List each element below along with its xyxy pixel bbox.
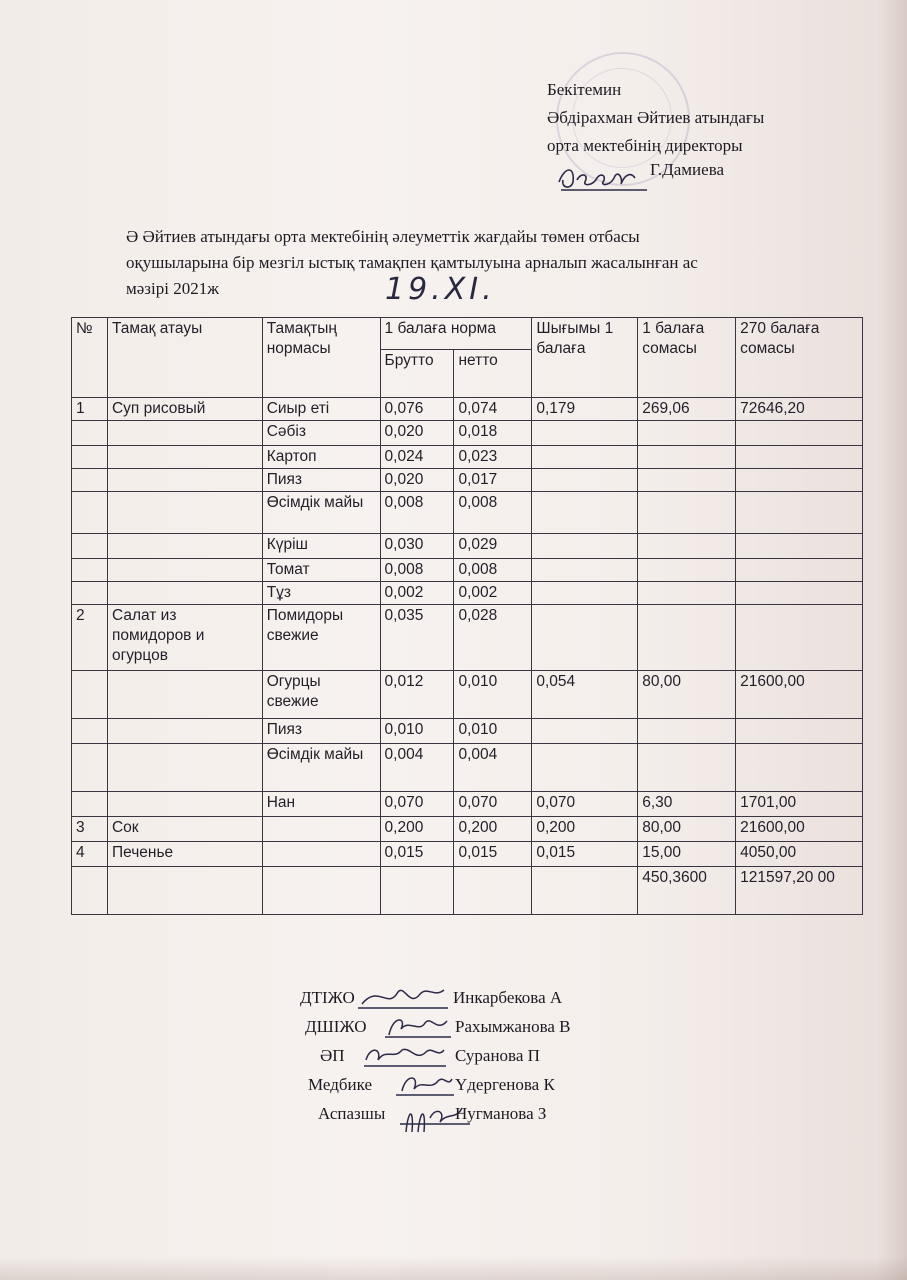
header-dish: Тамақ атауы [107,318,262,398]
cell-netto: 0,017 [454,469,532,492]
cell-sum-one: 15,00 [638,842,736,867]
cell-num: 2 [72,605,108,671]
signature-name: Суранова П [455,1046,540,1065]
cell-sum-270: 1701,00 [736,792,863,817]
cell-norm: Сәбіз [262,421,380,446]
cell-brutto: 0,076 [380,398,454,421]
table-row [72,605,863,671]
handwritten-date: 19.XI. [385,272,496,307]
table-row [72,534,863,559]
cell-sum-270 [736,421,863,446]
cell-sum-one [638,605,736,671]
header-brutto: Брутто [380,350,454,398]
cell-netto: 0,028 [454,605,532,671]
cell-usage: 0,015 [532,842,638,867]
cell-dish [107,534,262,559]
page-edge-shadow [877,0,907,1280]
cell-brutto: 0,008 [380,559,454,582]
cell-usage: 0,200 [532,817,638,842]
cell-netto [454,867,532,915]
cell-usage [532,744,638,792]
cell-brutto: 0,008 [380,492,454,534]
cell-netto: 0,018 [454,421,532,446]
cell-netto: 0,004 [454,744,532,792]
cell-sum-270 [736,744,863,792]
cell-sum-one [638,446,736,469]
cell-brutto: 0,200 [380,817,454,842]
cell-netto: 0,008 [454,492,532,534]
cell-num [72,534,108,559]
signature-name: Рахымжанова В [455,1017,571,1036]
cell-sum-270 [736,582,863,605]
menu-table [71,317,863,915]
cell-num [72,446,108,469]
page-bottom-shadow [0,1256,907,1280]
cell-dish [107,671,262,719]
cell-sum-one: 80,00 [638,817,736,842]
cell-sum-270 [736,446,863,469]
header-num: № [72,318,108,398]
cell-num [72,469,108,492]
header-norm: Тамақтың нормасы [262,318,380,398]
cell-num [72,867,108,915]
cell-brutto: 0,024 [380,446,454,469]
cell-norm: Пияз [262,469,380,492]
cell-usage [532,605,638,671]
table-row [72,817,863,842]
cell-netto: 0,010 [454,719,532,744]
cell-usage [532,719,638,744]
table-row [72,842,863,867]
cell-netto: 0,015 [454,842,532,867]
cell-sum-one [638,492,736,534]
cell-dish: Сок [107,817,262,842]
cell-netto: 0,008 [454,559,532,582]
cell-norm: Өсімдік майы [262,492,380,534]
cell-netto: 0,029 [454,534,532,559]
cell-dish: Суп рисовый [107,398,262,421]
header-sum-one: 1 балаға сомасы [638,318,736,398]
cell-dish [107,582,262,605]
cell-norm: Пияз [262,719,380,744]
cell-num [72,492,108,534]
cell-netto: 0,010 [454,671,532,719]
signature-role: Медбике [308,1075,372,1094]
cell-brutto [380,867,454,915]
cell-norm: Картоп [262,446,380,469]
title-line: оқушыларына бір мезгіл ыстық тамақпен қамтылуына арналып жасалынған ас [126,253,698,272]
cell-sum-one [638,719,736,744]
cell-sum-270 [736,534,863,559]
cell-sum-270 [736,469,863,492]
signature-role: Аспазшы [318,1104,386,1123]
cell-sum-one [638,744,736,792]
header-per-child-norm: 1 балаға норма [380,318,532,350]
title-line: Ә Әйтиев атындағы орта мектебінің әлеуметтік жағдайы төмен отбасы [126,227,640,246]
approval-line: Әбдірахман Әйтиев атындағы [547,108,765,127]
cell-num [72,744,108,792]
table-row [72,744,863,792]
cell-brutto: 0,012 [380,671,454,719]
cell-sum-one [638,534,736,559]
cell-usage: 0,070 [532,792,638,817]
header-usage: Шығымы 1 балаға [532,318,638,398]
cell-dish [107,719,262,744]
cell-usage [532,582,638,605]
table-row [72,492,863,534]
cell-sum-270 [736,605,863,671]
cell-norm [262,817,380,842]
cell-sum-270: 21600,00 [736,671,863,719]
table-row [72,446,863,469]
cell-brutto: 0,020 [380,421,454,446]
cell-brutto: 0,035 [380,605,454,671]
cell-num [72,792,108,817]
cell-dish [107,421,262,446]
cell-norm: Өсімдік майы [262,744,380,792]
cell-usage: 0,179 [532,398,638,421]
cell-sum-270: 121597,20 00 [736,867,863,915]
table-row [72,398,863,421]
cell-usage [532,421,638,446]
cell-netto: 0,023 [454,446,532,469]
cell-sum-270 [736,559,863,582]
cell-sum-one [638,421,736,446]
cell-brutto: 0,020 [380,469,454,492]
table-row [72,559,863,582]
cell-usage [532,867,638,915]
cell-dish [107,792,262,817]
cell-num: 3 [72,817,108,842]
table-row [72,582,863,605]
cell-sum-270: 72646,20 [736,398,863,421]
approval-block [547,76,764,160]
cell-netto: 0,074 [454,398,532,421]
cell-sum-one [638,469,736,492]
cell-usage: 0,054 [532,671,638,719]
cell-dish [107,867,262,915]
cell-norm [262,867,380,915]
cell-sum-one [638,582,736,605]
cell-usage [532,559,638,582]
cell-dish [107,492,262,534]
table-row [72,719,863,744]
cell-brutto: 0,015 [380,842,454,867]
cell-dish [107,559,262,582]
cell-sum-one: 6,30 [638,792,736,817]
director-signature [555,160,650,196]
cell-dish: Печенье [107,842,262,867]
cell-sum-one: 80,00 [638,671,736,719]
cell-usage [532,446,638,469]
cell-sum-270 [736,719,863,744]
cell-brutto: 0,010 [380,719,454,744]
cell-sum-270: 21600,00 [736,817,863,842]
cell-usage [532,492,638,534]
cell-netto: 0,070 [454,792,532,817]
cell-num [72,421,108,446]
cell-num: 1 [72,398,108,421]
cell-norm: Помидоры свежие [262,605,380,671]
cell-sum-one: 269,06 [638,398,736,421]
table-row [72,792,863,817]
cell-sum-270 [736,492,863,534]
cell-norm: Күріш [262,534,380,559]
cell-dish [107,446,262,469]
cell-norm: Томат [262,559,380,582]
cell-norm: Тұз [262,582,380,605]
cell-num [72,559,108,582]
cell-usage [532,469,638,492]
cell-sum-one [638,559,736,582]
cell-brutto: 0,030 [380,534,454,559]
header-netto: нетто [454,350,532,398]
signature-role: ДТІЖО [300,988,355,1007]
cell-num: 4 [72,842,108,867]
approval-line: Бекітемин [547,80,622,99]
cell-dish [107,744,262,792]
cell-netto: 0,002 [454,582,532,605]
cell-norm [262,842,380,867]
cell-num [72,671,108,719]
table-row [72,421,863,446]
header-sum-270: 270 балаға сомасы [736,318,863,398]
cell-brutto: 0,070 [380,792,454,817]
cell-num [72,582,108,605]
table-row [72,469,863,492]
title-line: мәзірі 2021ж [126,279,219,298]
cell-usage [532,534,638,559]
cell-sum-270: 4050,00 [736,842,863,867]
cell-norm: Сиыр еті [262,398,380,421]
cell-netto: 0,200 [454,817,532,842]
cell-dish [107,469,262,492]
cell-sum-one: 450,3600 [638,867,736,915]
signature-name: Инкарбекова А [453,988,563,1007]
cell-dish: Салат из помидоров и огурцов [107,605,262,671]
cell-brutto: 0,004 [380,744,454,792]
table-body [72,398,863,915]
signature-role: ӘП [320,1046,345,1065]
table-row [72,867,863,915]
signature-name: Нугманова З [455,1104,547,1123]
table-row [72,671,863,719]
cell-brutto: 0,002 [380,582,454,605]
signature-name: Үдергенова К [455,1075,555,1094]
director-name: Г.Дамиева [650,160,725,179]
signature-role: ДШІЖО [305,1017,367,1036]
approval-line: орта мектебінің директоры [547,136,743,155]
cell-norm: Огурцы свежие [262,671,380,719]
cell-norm: Нан [262,792,380,817]
cell-num [72,719,108,744]
